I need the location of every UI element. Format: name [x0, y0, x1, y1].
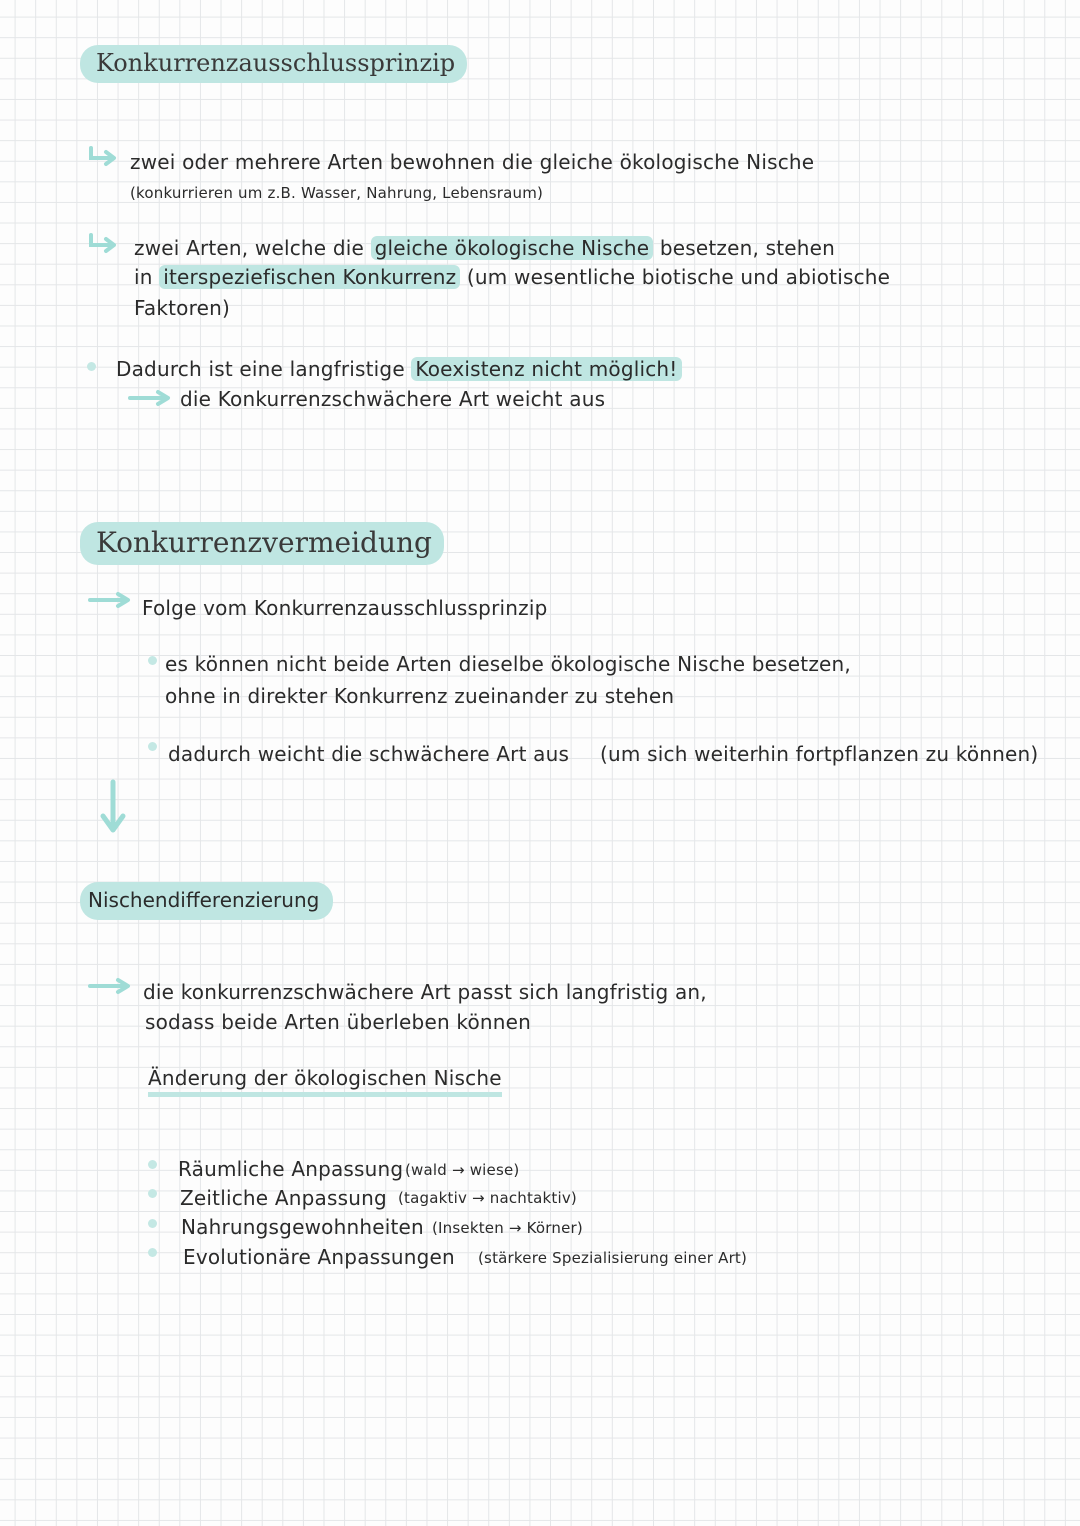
list-item: Nahrungsgewohnheiten	[181, 1215, 424, 1239]
text-line: es können nicht beide Arten dieselbe ökologische Nische besetzen,	[165, 652, 851, 676]
bullet-dot	[148, 1248, 157, 1257]
list-item-note: (tagaktiv → nachtaktiv)	[398, 1189, 577, 1207]
bullet-dot	[148, 1160, 157, 1169]
arrow-right-icon	[88, 978, 132, 994]
bullet-dot	[87, 362, 96, 371]
list-item: Zeitliche Anpassung	[180, 1186, 387, 1210]
list-item-note: (stärkere Spezialisierung einer Art)	[478, 1249, 748, 1267]
bullet-dot	[148, 656, 157, 665]
bullet-dot	[148, 1219, 157, 1228]
list-item-note: (wald → wiese)	[405, 1161, 520, 1179]
text-span: Dadurch ist eine langfristige	[116, 357, 405, 381]
text-span: (um wesentliche biotische und abiotische	[466, 265, 891, 289]
text-line	[116, 357, 682, 381]
arrow-right-icon	[128, 390, 172, 406]
hook-arrow-icon	[88, 233, 120, 253]
section-title-nischendifferenzierung: Nischendifferenzierung	[80, 882, 333, 920]
text-line: dadurch weicht die schwächere Art aus	[168, 742, 570, 766]
text-line	[134, 236, 835, 260]
bullet-dot	[148, 742, 157, 751]
text-line	[134, 265, 890, 289]
text-line: die Konkurrenzschwächere Art weicht aus	[180, 387, 606, 411]
section-title-konkurrenzausschlussprinzip: Konkurrenzausschlussprinzip	[80, 45, 467, 83]
arrow-down-icon	[98, 778, 128, 836]
hook-arrow-icon	[88, 146, 120, 166]
highlight: gleiche ökologische Nische	[371, 236, 654, 260]
text-line: ohne in direkter Konkurrenz zueinander zu stehen	[165, 684, 675, 708]
list-item: Räumliche Anpassung	[178, 1157, 404, 1181]
subheading: Änderung der ökologischen Nische	[148, 1066, 502, 1097]
text-span: besetzen, stehen	[659, 236, 836, 260]
list-item-note: (Insekten → Körner)	[432, 1219, 583, 1237]
text-note: (konkurrieren um z.B. Wasser, Nahrung, Lebensraum)	[130, 184, 544, 202]
text-line: Folge vom Konkurrenzausschlussprinzip	[142, 596, 548, 620]
bullet-dot	[148, 1189, 157, 1198]
text-line: sodass beide Arten überleben können	[145, 1010, 532, 1034]
text-span: in	[134, 265, 153, 289]
text-line: Faktoren)	[134, 296, 230, 320]
text-line: zwei oder mehrere Arten bewohnen die gleiche ökologische Nische	[130, 150, 815, 174]
text-line: (um sich weiterhin fortpflanzen zu können)	[600, 742, 1039, 766]
section-title-konkurrenzvermeidung: Konkurrenzvermeidung	[80, 522, 444, 565]
text-line: die konkurrenzschwächere Art passt sich langfristig an,	[143, 980, 707, 1004]
highlight: Koexistenz nicht möglich!	[411, 357, 681, 381]
highlight: iterspeziefischen Konkurrenz	[159, 265, 460, 289]
list-item: Evolutionäre Anpassungen	[183, 1245, 455, 1269]
arrow-right-icon	[88, 592, 132, 608]
text-span: zwei Arten, welche die	[134, 236, 365, 260]
